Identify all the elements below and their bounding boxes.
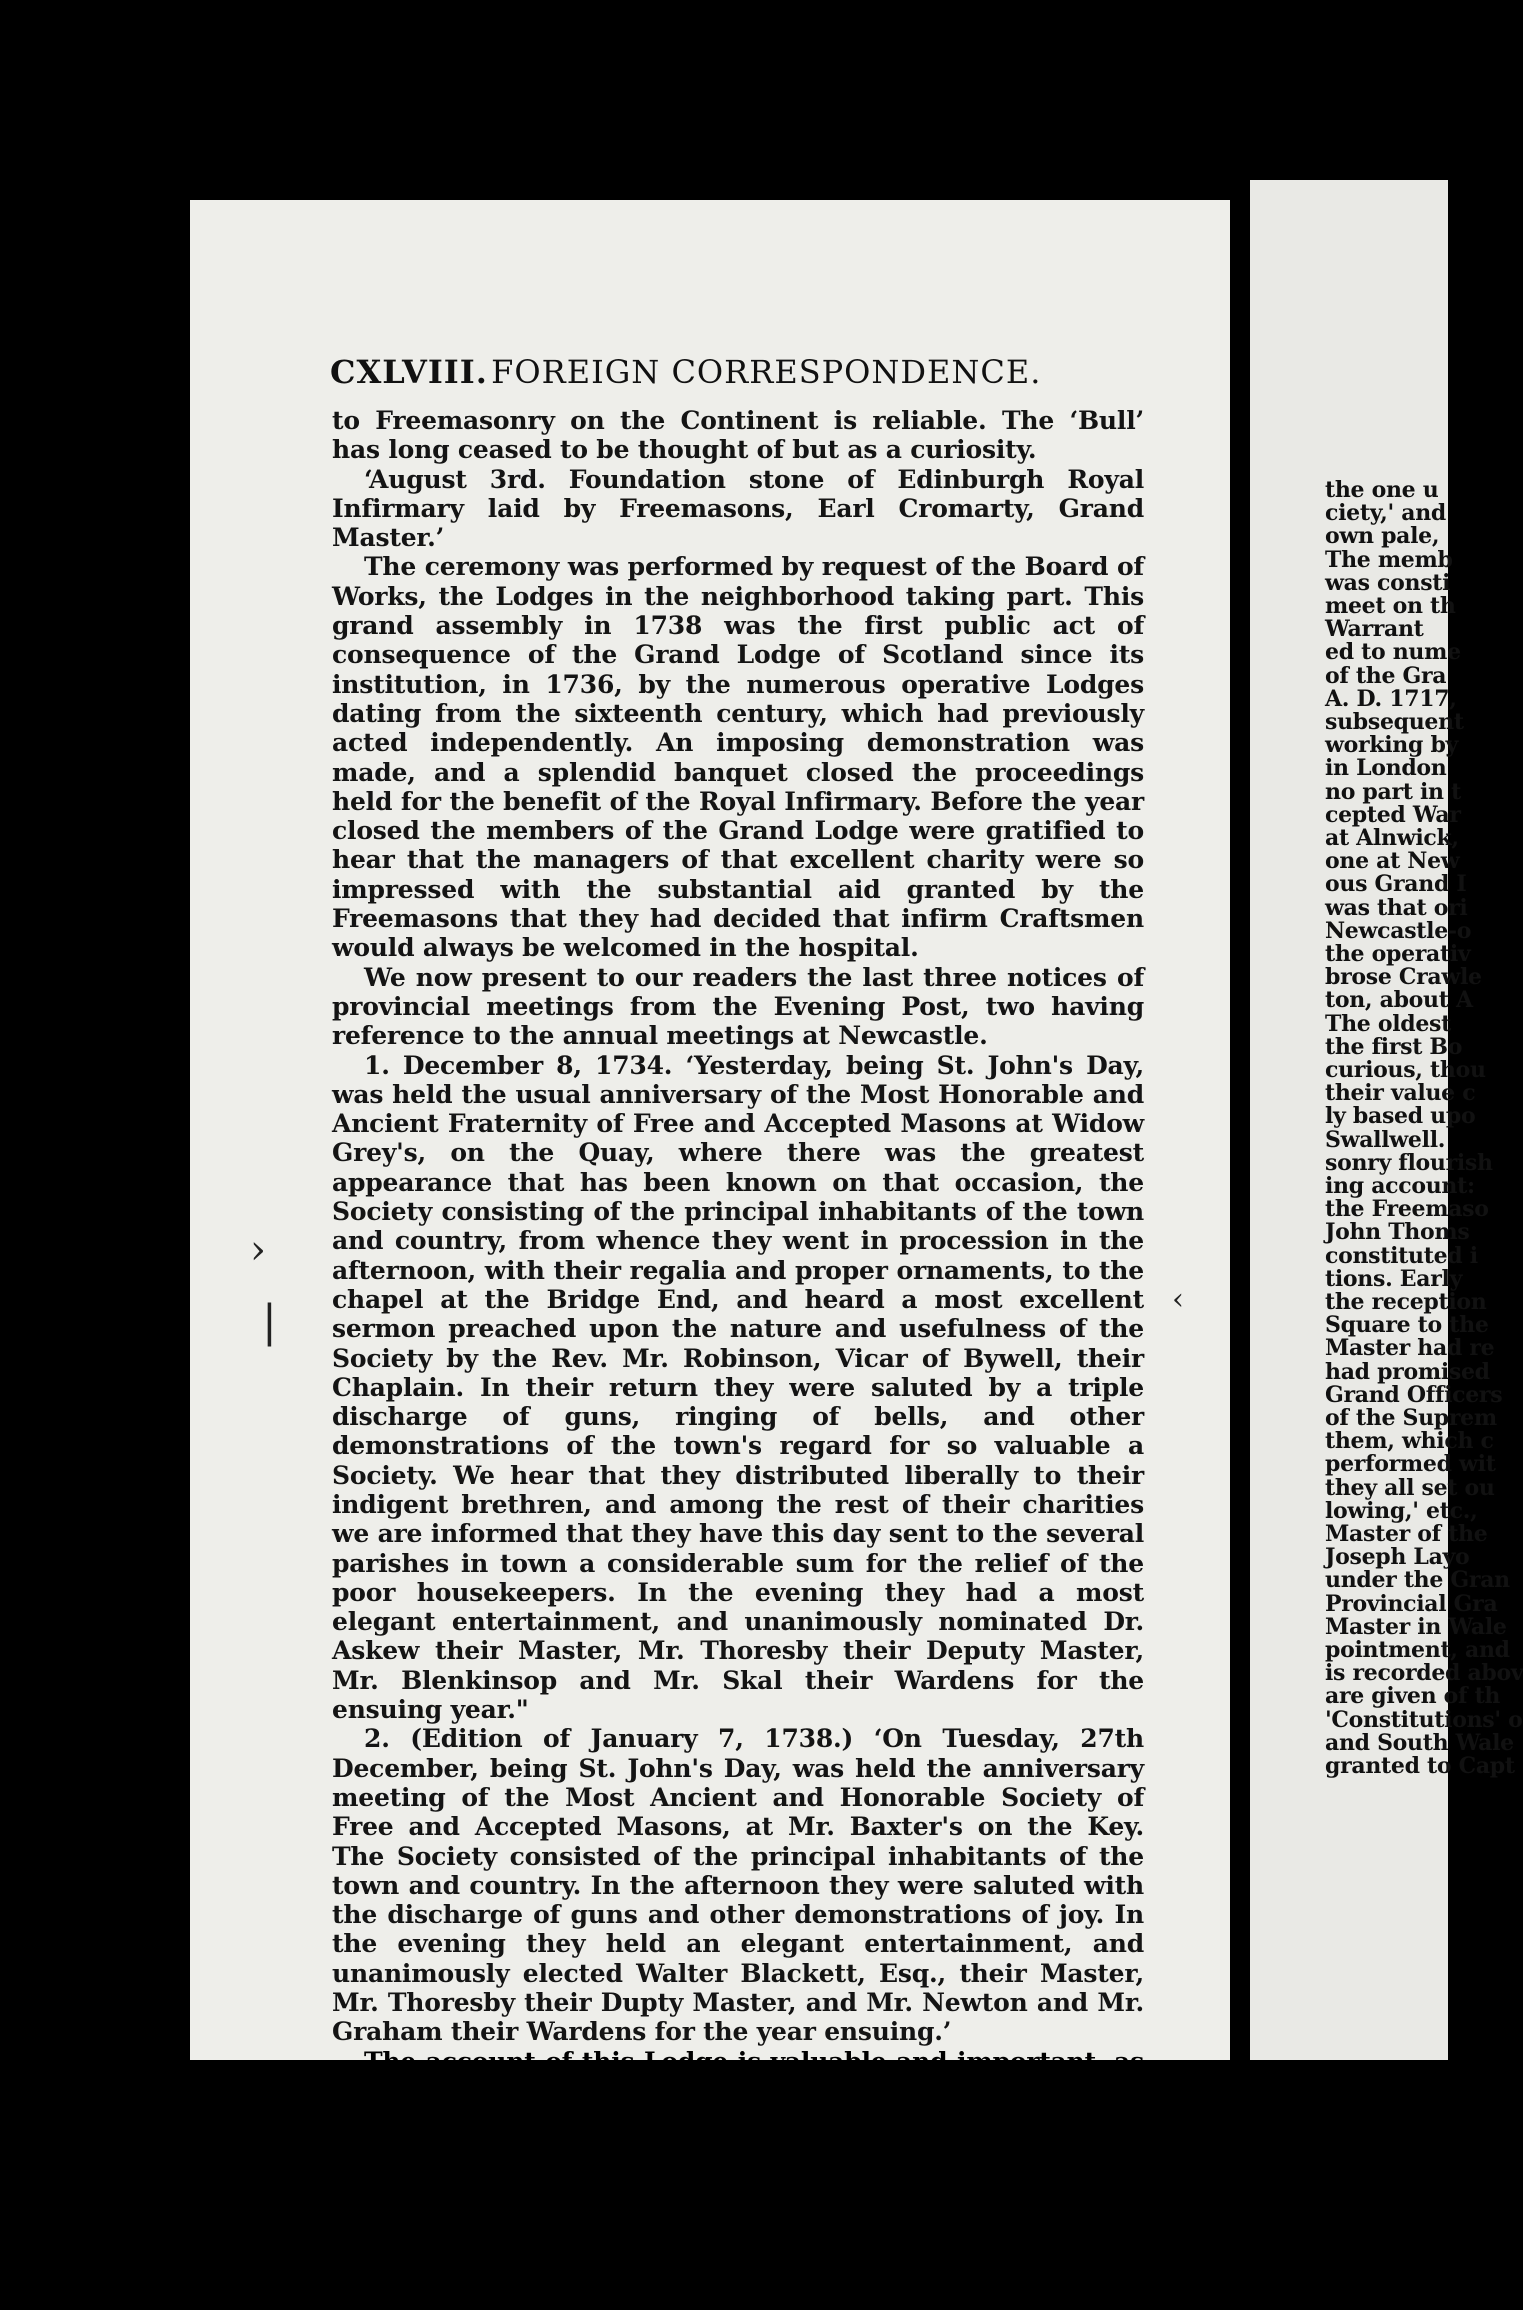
paragraph: to Freemasonry on the Continent is reliable. The ‘Bull’ has long ceased to be thought of but as a curiosity. bbox=[332, 406, 1144, 465]
right-page-line: Square to the bbox=[1325, 1312, 1489, 1339]
right-page-line: lowing,' etc., bbox=[1325, 1497, 1478, 1524]
margin-mark: | bbox=[262, 1296, 277, 1347]
right-page-line: ed to nume bbox=[1325, 639, 1461, 666]
right-page-line: meet on th bbox=[1325, 593, 1456, 619]
right-page-line: curious, thou bbox=[1325, 1057, 1486, 1083]
right-page-line: brose Crawle bbox=[1325, 964, 1482, 991]
right-page-line: them, which c bbox=[1325, 1428, 1494, 1455]
right-page-line: is recorded abov bbox=[1325, 1660, 1523, 1687]
right-page-line: of the Gra bbox=[1325, 662, 1447, 689]
right-page-line: ciety,' and bbox=[1325, 500, 1446, 527]
right-page-line: sonry flourish bbox=[1325, 1149, 1493, 1176]
right-page-line: The memb bbox=[1325, 546, 1453, 573]
right-page-line: the operativ bbox=[1325, 941, 1471, 967]
right-page-line: Newcastle-o bbox=[1325, 917, 1472, 944]
page-number: CXLVIII. bbox=[330, 353, 488, 391]
right-page-line: ing account: bbox=[1325, 1173, 1475, 1199]
right-page-line: was consti bbox=[1325, 569, 1451, 596]
right-page-line: the one u bbox=[1325, 477, 1439, 503]
right-page-line: was that ori bbox=[1325, 894, 1468, 921]
paragraph: ‘August 3rd. Foundation stone of Edinburgh Royal Infirmary laid by Freemasons, Earl Cromarty, Grand Master.’ bbox=[332, 464, 1144, 553]
right-page-line: granted to Capt bbox=[1325, 1753, 1515, 1779]
paragraph: The ceremony was performed by request of the Board of Works, the Lodges in the neighborhood taking part. This grand assembly in 1738 was the first public act of consequence of the Grand Lodge of Scotland since its institution, in 1736, by the numerous operative Lodges dating from the sixteenth century, which had previously acted independently. An imposing demonstration was made, and a splendid banquet closed the proceedings held for the benefit of the Royal Infirmary. Before the year closed the members of the Grand Lodge were gratified to hear that the managers of that excellent charity were so impressed with the substantial aid granted by the Freemasons that they had decided that infirm Craftsmen would always be welcomed in the hospital. bbox=[332, 552, 1144, 963]
right-page-line: their value c bbox=[1325, 1080, 1476, 1107]
right-page-line: Swallwell. bbox=[1325, 1126, 1446, 1153]
right-page-line: tions. Early bbox=[1325, 1265, 1463, 1292]
margin-mark: ‹ bbox=[1172, 1282, 1184, 1317]
running-head bbox=[330, 352, 1190, 392]
right-page-line: performed wit bbox=[1325, 1451, 1496, 1478]
right-page-line: the reception bbox=[1325, 1289, 1487, 1315]
right-page-line: subsequent bbox=[1325, 709, 1464, 735]
right-page-line: at Alnwick, bbox=[1325, 825, 1459, 851]
right-page-line: ton, about A bbox=[1325, 987, 1473, 1014]
right-page-line: no part in t bbox=[1325, 778, 1461, 805]
right-page-line: in London bbox=[1325, 755, 1447, 782]
right-page-line: pointment, and bbox=[1325, 1637, 1510, 1663]
paragraph: 1. December 8, 1734. ‘Yesterday, being St. John's Day, was held the usual anniversary of the Most Honorable and Ancient Fraternity of Free and Accepted Masons at Widow Grey's, on the Quay, where there was the greatest appearance that has been known on that occasion, the Society consisting of the principal inhabitants of the town and country, from whence they went in procession in the afternoon, with their regalia and proper ornaments, to the chapel at the Bridge End, and heard a most excellent sermon preached upon the nature and usefulness of the Society by the Rev. Mr. Robinson, Vicar of Bywell, their Chaplain. In their return they were saluted by a triple discharge of guns, ringing of bells, and other demonstrations of the town's regard for so valuable a Society. We hear that they distributed liberally to their indigent brethren, and among the rest of their charities we are informed that they have this day sent to the several parishes in town a considerable sum for the relief of the poor housekeepers. In the evening they had a most elegant entertainment, and unanimously nominated Dr. Askew their Master, Mr. Thoresby their Deputy Master, Mr. Blenkinsop and Mr. Skal their Wardens for the ensuing year." bbox=[332, 1050, 1144, 1725]
right-page-line: Warrant bbox=[1325, 616, 1424, 643]
right-page-line: are given of th bbox=[1325, 1683, 1501, 1710]
right-page-line: Grand Officers bbox=[1325, 1381, 1503, 1408]
right-page-line: had promised bbox=[1325, 1358, 1490, 1385]
right-page-line: A. D. 1717, bbox=[1325, 685, 1457, 712]
right-page-line: the first Bo bbox=[1325, 1033, 1463, 1060]
right-page-line: ly based upo bbox=[1325, 1103, 1476, 1130]
page-title: FOREIGN CORRESPONDENCE. bbox=[491, 353, 1042, 391]
right-page-line: the Freemaso bbox=[1325, 1196, 1489, 1223]
right-page-line: Provincial Gra bbox=[1325, 1590, 1498, 1617]
right-page-line: ous Grand I bbox=[1325, 871, 1467, 898]
right-page-line: one at New bbox=[1325, 848, 1460, 875]
paragraph: 2. (Edition of January 7, 1738.) ‘On Tuesday, 27th December, being St. John's Day, was held the anniversary meeting of the Most Ancient and Honorable Society of Free and Accepted Masons, at Mr. Baxter's on the Key. The Society consisted of the principal inhabitants of the town and country. In the afternoon they were saluted with the discharge of guns and other demonstrations of joy. In the evening they held an elegant entertainment, and unanimously elected Walter Blackett, Esq., their Master, Mr. Thoresby their Dupty Master, and Mr. Newton and Mr. Graham their Wardens for the year ensuing.’ bbox=[332, 1724, 1144, 2047]
right-page-line: Master had re bbox=[1325, 1335, 1495, 1362]
margin-mark: › bbox=[250, 1227, 266, 1273]
right-page-line: and South Wale bbox=[1325, 1729, 1514, 1756]
right-page-line: John Thoms bbox=[1325, 1219, 1470, 1246]
right-page-line: Master of the bbox=[1325, 1521, 1488, 1547]
right-page-line: cepted War bbox=[1325, 801, 1461, 828]
right-page-line: of the Suprem bbox=[1325, 1405, 1497, 1431]
book-page-right bbox=[1250, 180, 1523, 2060]
paragraph: We now present to our readers the last three notices of provincial meetings from the Evening Post, two having reference to the annual meetings at Newcastle. bbox=[332, 962, 1144, 1051]
right-page-line: 'Constitutions' o bbox=[1325, 1706, 1523, 1733]
paragraph: The account of this Lodge is valuable and important, as it evidently refers to a period (1734) when the members met by virtue of time immemorial qualifications, no Warrant having been issued until the following year by the Grand Lodge of England. There is every thing to suggest that the Lodge was an old one in 1734, and that the annual celebration of St. John's Day and the participation of the inhabitants in the rejoicing were things of common occurrence for years prior to bbox=[332, 2046, 1144, 2310]
right-page-line: they all set ou bbox=[1325, 1474, 1495, 1501]
right-page-line: Joseph Layo bbox=[1325, 1544, 1470, 1571]
right-page-line: working by bbox=[1325, 732, 1459, 759]
right-page-line: constituted i bbox=[1325, 1242, 1478, 1269]
body-text bbox=[332, 406, 1144, 2310]
right-page-line: Master in Wale bbox=[1325, 1613, 1507, 1640]
right-page-line: The oldest bbox=[1325, 1010, 1451, 1037]
right-page-line: under the Gran bbox=[1325, 1567, 1510, 1594]
right-page-line: own pale, bbox=[1325, 523, 1440, 550]
